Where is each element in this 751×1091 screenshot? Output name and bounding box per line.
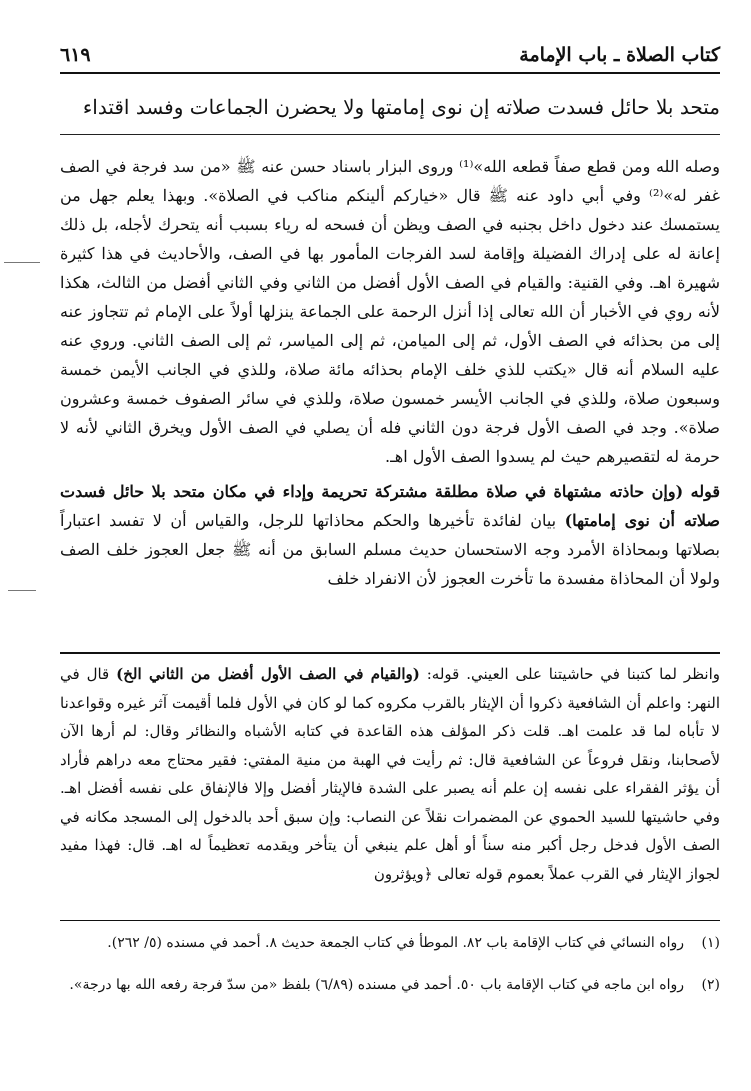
footnotes [60,930,720,1014]
footnote-number: (١) [701,935,720,951]
footnote-text: رواه النسائي في كتاب الإقامة باب ٨٢. الموطأ في كتاب الجمعة حديث ٨. أحمد في مسنده (٥/ ٢٦٢). [107,935,684,951]
main-paragraph-text: بيان لفائدة تأخيرها والحكم محاذاتها للرجل، والقياس أن لا تفسد اعتباراً بصلاتها وبمحاذاة الأمرد وجه الاستحسان حديث مسلم السابق من أنه ﷺ جعل العجوز خلف الصف ولولا أن المحاذاة مفسدة ما تأخرت العجوز لأن الانفراد خلف [60,511,721,588]
margin-mark [4,262,40,263]
margin-mark [8,590,36,591]
commentary-intro: وانظر لما كتبنا في حاشيتنا على العيني. قوله: [419,665,720,683]
running-title: كتاب الصلاة ـ باب الإمامة [519,44,720,66]
matn-excerpt: متحد بلا حائل فسدت صلاته إن نوى إمامتها ولا يحضرن الجماعات وفسد اقتداء [82,95,720,119]
commentary-body: قال في النهر: واعلم أن الشافعية ذكروا أن الإيثار بالقرب مكروه كما لو كان في الأول فلما أقيمت آثر غيره وقواعدنا لا تأباه لما قد علمت اهـ. قلت ذكر المؤلف هذه القاعدة في كتابه الأشباه والنظائر وقال: لم أرها الآن لأصحابنا، ونقل فروعاً عن الشافعية قال: ثم رأيت في الهبة من منية المفتي: فقير محتاج معه دراهم فأراد أن يؤثر الفقراء على نفسه إن علم أنه يصبر على الشدة فالإيثار أفضل وإلا فالإنفاق على نفسه أفضل اهـ. وفي حاشيتها للسيد الحموي عن المضمرات نقلاً عن النصاب: وإن سبق أحد بالدخول إلى المسجد مكانه في الصف الأول فدخل رجل أكبر منه سناً أو أهل علم ينبغي أن يتأخر ويقدمه تعظيماً له اهـ. قال: فهذا مفيد لجواز الإيثار في القرب عملاً بعموم قوله تعالى ﴿ويؤثرون [60,665,720,883]
commentary-paragraph [60,660,720,888]
footnote-text: رواه ابن ماجه في كتاب الإقامة باب ٥٠. أحمد في مسنده (٦/٨٩) بلفظ «من سدّ فرجة رفعه الله بها درجة». [69,977,684,993]
commentary-rule [60,652,720,654]
footnote-1 [60,930,720,956]
commentary-block [60,660,720,888]
footnote-number: (٢) [701,977,720,993]
running-head [60,44,720,70]
main-paragraph: وصله الله ومن قطع صفاً قطعه الله»⁽¹⁾ وروى البزار باسناد حسن عنه ﷺ «من سد فرجة في الصف غفر له»⁽²⁾ وفي أبي داود عنه ﷺ قال «خياركم ألينكم مناكب في الصلاة». وبهذا يعلم جهل من يستمسك عند دخول داخل بجنبه في الصف ويظن أن فسحه له رياء بسبب أنه يتحرك لأجله، بل ذلك إعانة له على إدراك الفضيلة وإقامة لسد الفرجات المأمور بها في الصف، والأحاديث في هذا كثيرة شهيرة اهـ. وفي القنية: والقيام في الصف الأول أفضل من الثاني وفي الثاني أفضل من الثالث، هكذا لأنه روي في الأخبار أن الله تعالى إذا أنزل الرحمة على الجماعة ينزلها أولاً على الإمام ثم تتجاوز عنه إلى من بحذائه في الصف الأول، ثم إلى الميامن، ثم إلى المياسر، ثم إلى الصف الثاني. وروي عنه عليه السلام أنه قال «يكتب للذي خلف الإمام بحذائه مائة صلاة، وللذي في الجانب الأيمن خمسة وسبعون صلاة، وللذي في الجانب الأيسر خمسون صلاة، وللذي في سائر الصفوف خمسة وعشرون صلاة». وجد في الصف الأول فرجة دون الثاني فله أن يصلي في الصف الأول ويخرق الثاني لأنه لا حرمة له لتقصيرهم حيث لم يسدوا الصف الأول اهـ. [60,157,721,466]
excerpt-rule [60,134,720,135]
page-number: ٦١٩ [60,44,91,66]
footnote-2 [60,972,720,998]
footnote-rule [60,920,720,921]
matn-quote: قوله (وإن حاذته مشتهاة في صلاة مطلقة مشتركة تحريمة وإداء في مكان متحد بلا حائل فسدت صلاته أن نوى إمامتها) [60,482,721,530]
main-paragraph [60,477,720,593]
header-rule [60,72,720,74]
commentary-quote: (والقيام في الصف الأول أفضل من الثاني الخ) [116,665,420,683]
main-text [60,152,720,599]
